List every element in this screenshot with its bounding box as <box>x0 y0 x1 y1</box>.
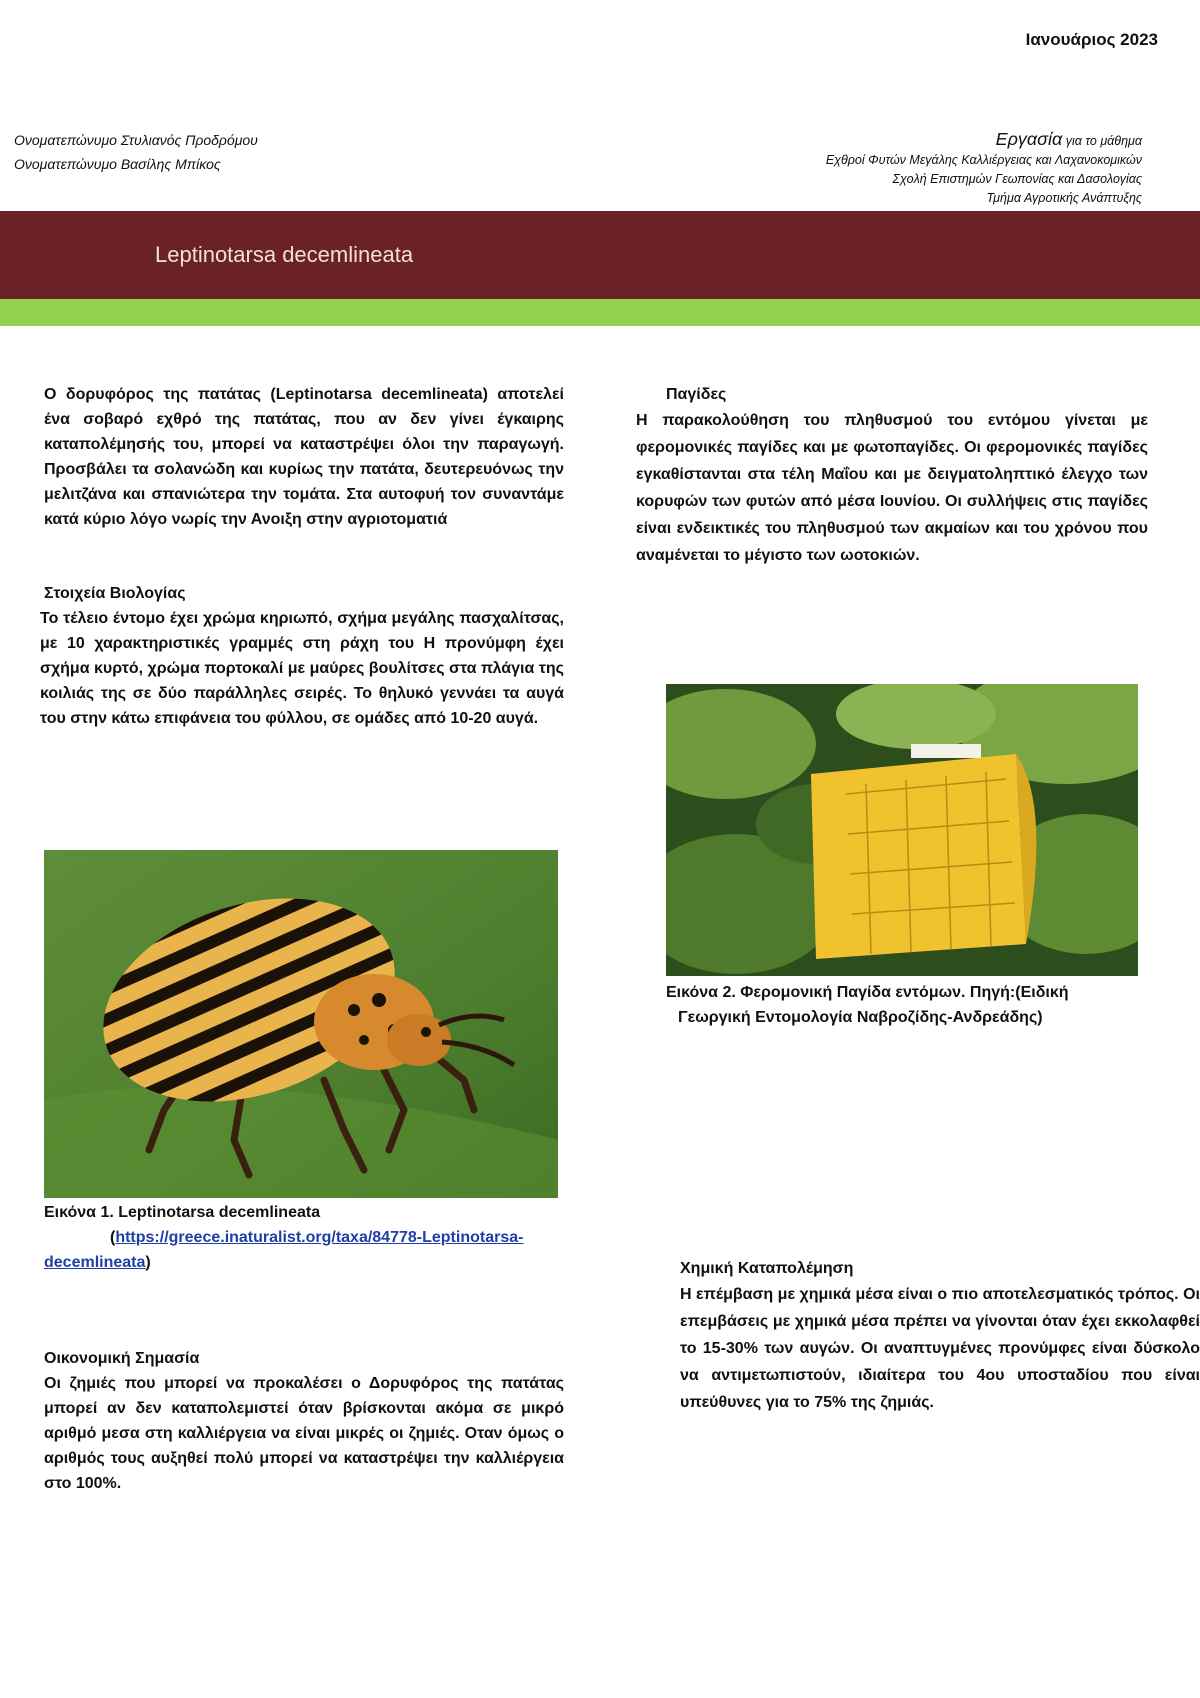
traps-text: Η παρακολούθηση του πληθυσμού του εντόμου γίνεται με φερομονικές παγίδες και με φωτοπαγίδες. Οι φερομονικές παγίδες εγκαθίστανται στα τέλη Μαΐου και με δειγματοληπτικό έλεγχο των κορυφών των φυτών από μέσα Ιουνίου. Οι συλλήψεις στις παγίδες είναι ενδεικτικές του πληθυσμού των ακμαίων και του χρόνου που αναμένεται το μέγιστο των ωοτοκιών. <box>636 412 1148 564</box>
school-name: Σχολή Επιστημών Γεωπονίας και Δασολογίας <box>892 172 1142 186</box>
source-link-continued[interactable]: decemlineata <box>44 1254 146 1271</box>
figure-1-source-line-2 <box>44 1250 564 1275</box>
figure-2-caption-line-2: Γεωργική Εντομολογία Ναβροζίδης-Ανδρεάδης) <box>678 1009 1043 1026</box>
author-2: Ονοματεπώνυμο Βασίλης Μπίκος <box>14 156 221 172</box>
biology-section <box>40 581 564 731</box>
intro-section <box>44 382 564 532</box>
chemical-section <box>680 1256 1200 1416</box>
paren-close: ) <box>145 1254 151 1271</box>
figure-2-caption <box>666 980 1146 1030</box>
biology-heading: Στοιχεία Βιολογίας <box>44 585 186 602</box>
colorado-beetle-image <box>44 850 558 1198</box>
course-info <box>826 130 1142 208</box>
figure-1-caption <box>44 1200 564 1275</box>
biology-text: Το τέλειο έντομο έχει χρώμα κηριωπό, σχήμα μεγάλης πασχαλίτσας, με 10 χαρακτηριστικές γραμμές στη ράχη του Η προνύμφη έχει σχήμα κυρτό, χρώμα πορτοκαλί με μαύρες βουλίτσες στα πλάγια της κοιλιάς της σε δύο παράλληλες σειρές. Το θηλυκό γεννάει τα αυγά του στην κάτω επιφάνεια του φύλλου, σε ομάδες από 10-20 αυγά. <box>40 610 564 727</box>
banner-title: Leptinotarsa decemlineata <box>155 242 414 267</box>
pheromone-trap-image <box>666 684 1138 976</box>
course-heading <box>826 130 1142 151</box>
course-suffix: για το μάθημα <box>1062 134 1142 148</box>
source-link[interactable]: https://greece.inaturalist.org/taxa/84778-Leptinotarsa- <box>115 1229 524 1246</box>
economic-section <box>44 1346 564 1496</box>
course-name: Εχθροί Φυτών Μεγάλης Καλλιέργειας και Λαχανοκομικών <box>825 153 1142 167</box>
date: Ιανουάριος 2023 <box>1025 30 1158 49</box>
economic-text: Οι ζημιές που μπορεί να προκαλέσει ο Δορυφόρος της πατάτας μπορεί αν δεν καταπολεμιστεί όταν βρίσκονται ακόμα σε μικρό αριθμό μεσα στη καλλιέργεια να είναι μικρές οι ζημιές. Οταν όμως ο αριθμός τους αυξηθεί πολύ μπορεί να καταστρέψει την καλλιέργεια στο 100%. <box>44 1375 564 1492</box>
department-name: Τμήμα Αγροτικής Ανάπτυξης <box>986 191 1142 205</box>
intro-text: Ο δορυφόρος της πατάτας (Leptinotarsa decemlineata) αποτελεί ένα σοβαρό εχθρό της πατάτας, που αν δεν γίνει έγκαιρης καταπολέμησής του, μπορεί να καταστρέψει όλοι την παραγωγή. Προσβάλει τα σολανώδη και κυρίως την πατάτα, δευτερευόνως την μελιτζάνα και σπανιώτερα την τομάτα. Στα αυτοφυή τον συναντάμε κατά κύριο λόγο νωρίς την Ανοιξη στην αγριοτοματιά <box>44 386 564 528</box>
traps-heading: Παγίδες <box>666 386 727 403</box>
figure-2-caption-line-1: Εικόνα 2. Φερομονική Παγίδα εντόμων. Πηγή:(Ειδική <box>666 984 1069 1001</box>
beetle-photo <box>44 850 558 1198</box>
figure-1-title: Εικόνα 1. Leptinotarsa decemlineata <box>44 1204 321 1221</box>
chemical-heading: Χημική Καταπολέμηση <box>680 1260 854 1277</box>
economic-heading: Οικονομική Σημασία <box>44 1350 200 1367</box>
author-1: Ονοματεπώνυμο Στυλιανός Προδρόμου <box>14 132 258 148</box>
traps-section <box>636 382 1148 569</box>
accent-stripe <box>0 299 1200 326</box>
trap-photo <box>666 684 1138 976</box>
paren-open: ( <box>110 1229 116 1246</box>
authors <box>14 128 258 176</box>
chemical-text: Η επέμβαση με χημικά μέσα είναι ο πιο αποτελεσματικός τρόπος. Οι επεμβάσεις με χημικά μέσα πρέπει να γίνονται όταν έχει εκκολαφθεί το 15-30% των αυγών. Οι αναπτυγμένες προνύμφες είναι δύσκολο να αντιμετωπιστούν, ιδιαίτερα του 4ου υποσταδίου που είναι υπεύθυνες για το 75% της ζημιάς. <box>680 1286 1200 1411</box>
figure-1-source-line-1 <box>44 1225 564 1250</box>
course-title: Εργασία <box>995 129 1063 149</box>
